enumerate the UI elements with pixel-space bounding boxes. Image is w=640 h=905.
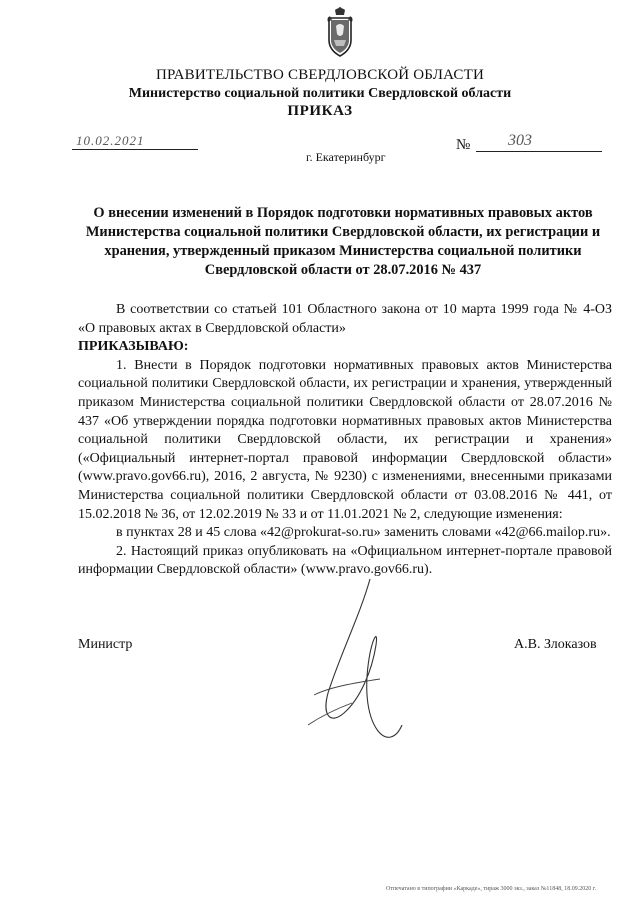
- order-date: 10.02.2021: [76, 133, 145, 148]
- item-1: 1. Внести в Порядок подготовки нормативных правовых актов Министерства социальной политики Свердловской области, их регистрации и хранения, утвержденный приказом Министерства социальной политики Свердловской области от 28.07.2016 № 437 «Об утверждении порядка подготовки нормативных правовых актов Министерства социальной политики Свердловской области, их регистрации и хранения» («Официальный интернет-портал правовой информации Свердловской области» (www.pravo.gov66.ru), 2016, 2 августа, № 9230) с изменениями, внесенными приказами Министерства социальной политики Свердловской области от 03.08.2016 № 441, от 15.02.2018 № 36, от 12.02.2019 № 33 и от 11.01.2021 № 2, следующие изменения:: [78, 357, 612, 522]
- signatory-name: А.В. Злоказов: [514, 637, 597, 652]
- item-1-change: в пунктах 28 и 45 слова «42@prokurat-so.ru» заменить словами «42@66.mailop.ru».: [116, 525, 611, 541]
- signatory-position: Министр: [78, 637, 133, 652]
- item-2: 2. Настоящий приказ опубликовать на «Официальном интернет-портале правовой информации Свердловской области» (www.pravo.gov66.ru).: [78, 543, 612, 578]
- city: г. Екатеринбург: [306, 150, 386, 164]
- order-subject: О внесении изменений в Порядок подготовки нормативных правовых актов Министерства социальной политики Свердловской области, их регистрации и хранения, утвержденный приказом Министерства социальной политики Свердловской области от 28.07.2016 № 437: [85, 205, 601, 278]
- number-label: №: [456, 137, 471, 153]
- print-footer: Отпечатано в типографии «Каркаде», тираж 3000 экз., заказ №11848, 18.09.2020 г.: [386, 886, 596, 892]
- order-title: ПРИКАЗ: [287, 103, 353, 119]
- handwritten-signature: [300, 575, 420, 750]
- coat-of-arms-emblem: [322, 6, 358, 58]
- date-underline: [72, 149, 198, 150]
- ministry-heading: Министерство социальной политики Свердловской области: [128, 86, 512, 101]
- preamble: В соответствии со статьей 101 Областного закона от 10 марта 1999 года № 4-ОЗ «О правовых актах в Свердловской области»: [78, 302, 612, 336]
- order-command: ПРИКАЗЫВАЮ:: [78, 339, 189, 355]
- order-number: 303: [508, 132, 532, 149]
- number-underline: [476, 151, 602, 152]
- government-heading: ПРАВИТЕЛЬСТВО СВЕРДЛОВСКОЙ ОБЛАСТИ: [155, 67, 485, 83]
- order-body: [78, 301, 612, 580]
